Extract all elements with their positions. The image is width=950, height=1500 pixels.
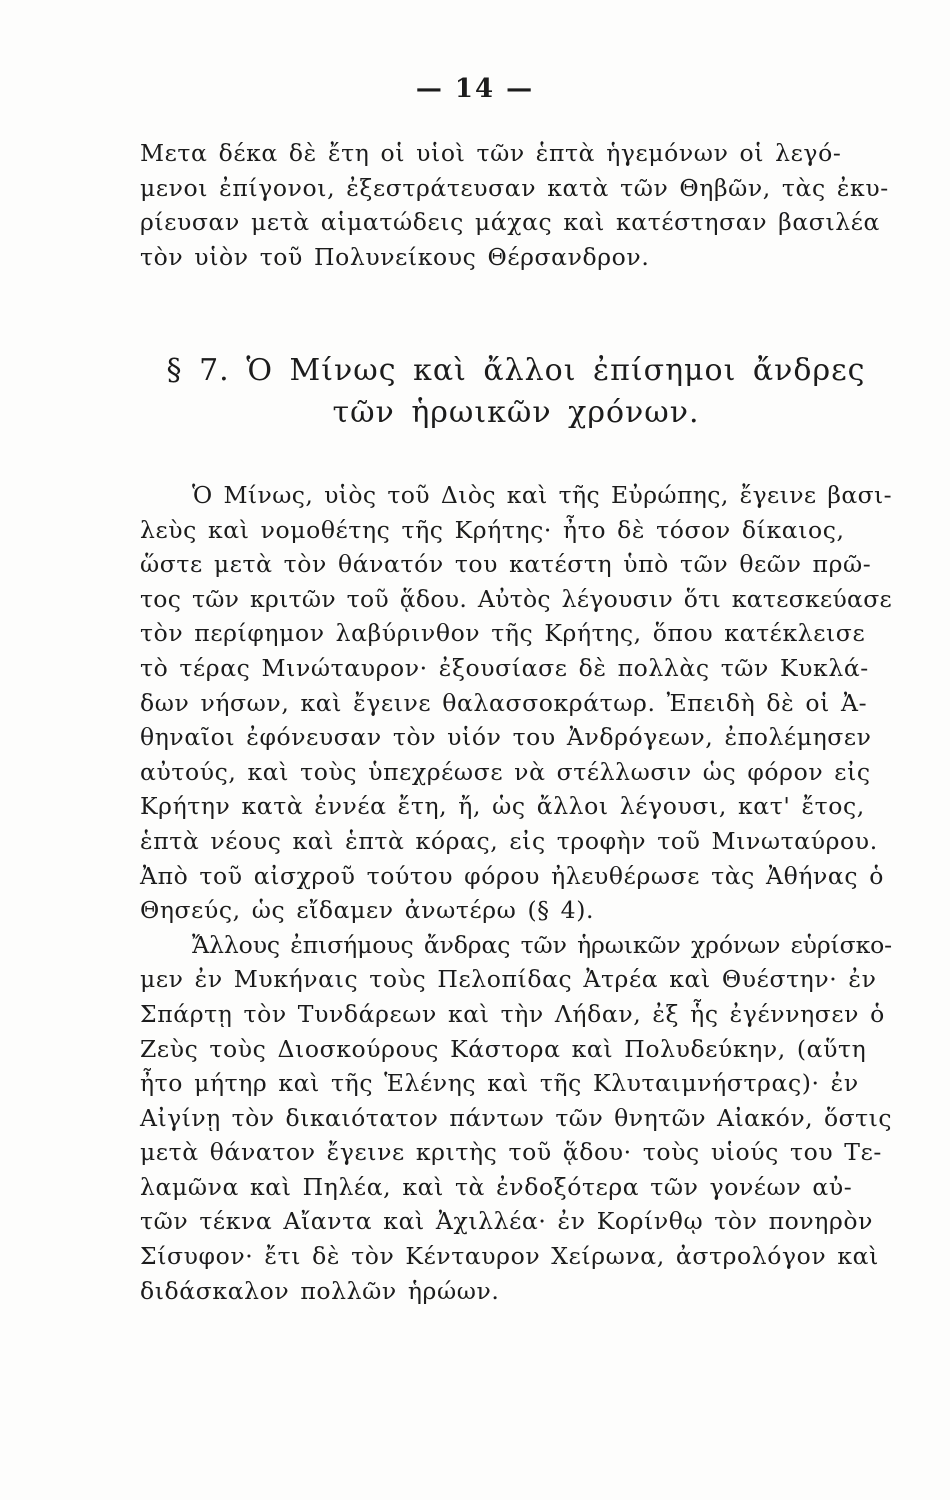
text-line: Σπάρτῃ τὸν Τυνδάρεων καὶ τὴν Λήδαν, ἐξ ἧς ἐγέννησεν ὁ bbox=[140, 999, 885, 1028]
text-line: τὸ τέρας Μινώταυρον· ἐξουσίασε δὲ πολλὰς τῶν Κυκλά- bbox=[140, 653, 869, 682]
paragraph-other-heroes bbox=[140, 928, 892, 1309]
text-line: τὸν περίφημον λαβύρινθον τῆς Κρήτης, ὅπου κατέκλεισε bbox=[140, 619, 866, 648]
text-line: μενοι ἐπίγονοι, ἐξεστράτευσαν κατὰ τῶν Θηβῶν, τὰς ἐκυ- bbox=[140, 173, 889, 202]
text-line: ρίευσαν μετὰ αἱματώδεις μάχας καὶ κατέστησαν βασιλέα bbox=[140, 208, 880, 237]
text-line: Αἰγίνῃ τὸν δικαιότατον πάντων τῶν θνητῶν Αἰακόν, ὅστις bbox=[140, 1103, 892, 1132]
section-title-line-1: § 7. Ὁ Μίνως καὶ ἄλλοι ἐπίσημοι ἄνδρες bbox=[166, 353, 866, 388]
text-line: Θησεύς, ὡς εἴδαμεν ἀνωτέρω (§ 4). bbox=[140, 896, 595, 925]
text-line: τὸν υἱὸν τοῦ Πολυνείκους Θέρσανδρον. bbox=[140, 242, 650, 271]
text-line: Ἀπὸ τοῦ αἰσχροῦ τούτου φόρου ἠλευθέρωσε τὰς Ἀθήνας ὁ bbox=[140, 861, 884, 890]
text-line: Σίσυφον· ἔτι δὲ τὸν Κένταυρον Χείρωνα, ἀστρολόγον καὶ bbox=[140, 1242, 879, 1271]
text-line: Μετα δέκα δὲ ἔτη οἱ υἱοὶ τῶν ἑπτὰ ἡγεμόνων οἱ λεγό- bbox=[140, 139, 842, 167]
section-heading bbox=[140, 350, 892, 434]
section-body bbox=[140, 478, 892, 1308]
text-line: Ὁ Μίνως, υἱὸς τοῦ Διὸς καὶ τῆς Εὐρώπης, ἔγεινε βασι- bbox=[192, 481, 892, 509]
text-line: θηναῖοι ἐφόνευσαν τὸν υἱόν του Ἀνδρόγεων, ἐπολέμησεν bbox=[140, 723, 872, 752]
text-line: λαμῶνα καὶ Πηλέα, καὶ τὰ ἐνδοξότερα τῶν γονέων αὐ- bbox=[140, 1172, 853, 1201]
text-line: μεν ἐν Μυκήναις τοὺς Πελοπίδας Ἀτρέα καὶ Θυέστην· ἐν bbox=[140, 965, 877, 994]
text-line: αὐτούς, καὶ τοὺς ὑπεχρέωσε νὰ στέλλωσιν ὡς φόρον εἰς bbox=[140, 757, 871, 786]
text-line: Ζεὺς τοὺς Διοσκούρους Κάστορα καὶ Πολυδεύκην, (αὕτη bbox=[140, 1034, 867, 1063]
text-line: ἑπτὰ νέους καὶ ἑπτὰ κόρας, εἰς τροφὴν τοῦ Μινωταύρου. bbox=[140, 826, 878, 855]
text-line: μετὰ θάνατον ἔγεινε κριτὴς τοῦ ᾅδου· τοὺς υἱούς του Τε- bbox=[140, 1138, 882, 1167]
text-line: λεὺς καὶ νομοθέτης τῆς Κρήτης· ἦτο δὲ τόσον δίκαιος, bbox=[140, 515, 845, 544]
text-line: ἦτο μήτηρ καὶ τῆς Ἑλένης καὶ τῆς Κλυταιμνήστρας)· ἐν bbox=[140, 1069, 859, 1098]
text-line: Ἄλλους ἐπισήμους ἄνδρας τῶν ἡρωικῶν χρόνων εὑρίσκο- bbox=[192, 930, 892, 959]
page-number: — 14 — bbox=[415, 74, 535, 104]
text-line: τος τῶν κριτῶν τοῦ ᾅδου. Αὐτὸς λέγουσιν ὅτι κατεσκεύασε bbox=[140, 584, 892, 613]
text-line: ὥστε μετὰ τὸν θάνατόν του κατέστη ὑπὸ τῶν θεῶν πρῶ- bbox=[140, 550, 872, 579]
text-line: Κρήτην κατὰ ἐννέα ἔτη, ἤ, ὡς ἄλλοι λέγουσι, κατ' ἔτος, bbox=[140, 792, 865, 821]
text-line: τῶν τέκνα Αἴαντα καὶ Ἀχιλλέα· ἐν Κορίνθῳ τὸν πονηρὸν bbox=[140, 1207, 874, 1236]
section-title-line-2: τῶν ἡρωικῶν χρόνων. bbox=[332, 395, 700, 430]
paragraph-epigonoi bbox=[140, 136, 892, 274]
text-line: δων νήσων, καὶ ἔγεινε θαλασσοκράτωρ. Ἐπειδὴ δὲ οἱ Ἀ- bbox=[140, 688, 868, 717]
text-line: διδάσκαλον πολλῶν ἡρώων. bbox=[140, 1276, 500, 1305]
paragraph-minos bbox=[140, 478, 892, 928]
